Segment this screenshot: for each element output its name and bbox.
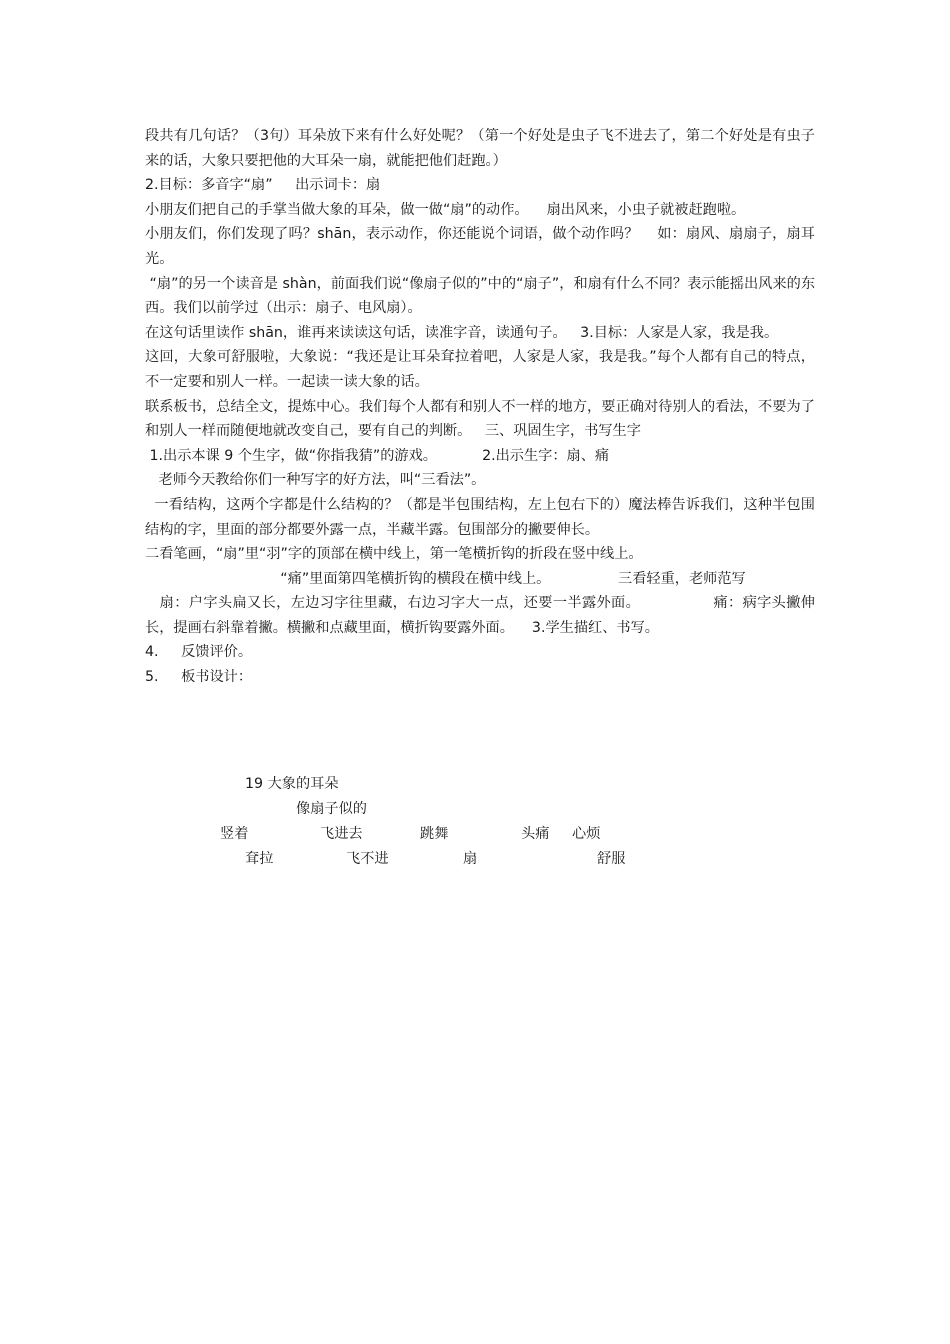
paragraph-7: 这回，大象可舒服啦，大象说：“我还是让耳朵耷拉着吧，人家是人家，我是我。”每个人都有自己的特点，不一定要和别人一样。一起读一读大象的话。 (145, 349, 815, 390)
paragraph-3: 小朋友们把自己的手掌当做大象的耳朵，做一做“扇”的动作。 扇出风来，小虫子就被赶跑啦。 (145, 201, 746, 218)
paragraph-2: 2.目标：多音字“扇” 出示词卡：扇 (145, 177, 381, 194)
board-word: 耷拉 (245, 851, 274, 867)
board-word: 跳舞 (420, 826, 449, 842)
board-subtitle: 像扇子似的 (296, 801, 367, 817)
body-text (145, 124, 815, 690)
board-word: 心烦 (572, 826, 601, 842)
board-word: 头痛 (521, 826, 550, 842)
board-title: 19 大象的耳朵 (245, 776, 339, 792)
paragraph-14: 扇：户字头扁又长，左边习字往里藏，右边习字大一点，还要一半露外面。 痛：病字头撇伸长，提画右斜靠着撇。横撇和点藏里面，横折钩要露外面。 3.学生描红、书写。 (145, 595, 815, 636)
paragraph-16: 5. 板书设计： (145, 669, 253, 686)
board-word: 竖着 (220, 826, 249, 842)
paragraph-12: 二看笔画，“扇”里“羽”字的顶部在横中线上，第一笔横折钩的折段在竖中线上。 (145, 546, 643, 563)
paragraph-15: 4. 反馈评价。 (145, 644, 253, 661)
paragraph-9: 1.出示本课 9 个生字，做“你指我猜”的游戏。 2.出示生字：扇、痛 (145, 447, 610, 464)
paragraph-4: 小朋友们，你们发现了吗？shān，表示动作，你还能说个词语，做个动作吗？ 如：扇风、扇扇子，扇耳光。 (145, 226, 815, 267)
paragraph-5: “扇”的另一个读音是 shàn，前面我们说“像扇子似的”中的“扇子”，和扇有什么不同？表示能摇出风来的东西。我们以前学过（出示：扇子、电风扇）。 (145, 275, 816, 317)
board-word: 飞进去 (320, 826, 363, 842)
board-word: 扇 (463, 851, 478, 867)
board-word: 飞不进 (346, 851, 389, 867)
paragraph-13: “痛”里面第四笔横折钩的横段在横中线上。 三看轻重，老师范写 (145, 570, 746, 587)
paragraph-1: 段共有几句话？（3句）耳朵放下来有什么好处呢？（第一个好处是虫子飞不进去了，第二个好处是有虫子来的话，大象只要把他的大耳朵一扇，就能把他们赶跑。） (145, 128, 815, 169)
paragraph-10: 老师今天教给你们一种写字的好方法，叫“三看法”。 (145, 472, 486, 489)
paragraph-8: 联系板书，总结全文，提炼中心。我们每个人都有和别人不一样的地方，要正确对待别人的看法，不要为了和别人一样而随便地就改变自己，要有自己的判断。 三、巩固生字，书写生字 (145, 398, 815, 440)
board-word: 舒服 (597, 851, 626, 867)
paragraph-11: 一看结构，这两个字都是什么结构的？（都是半包围结构，左上包右下的）魔法棒告诉我们，这种半包围结构的字，里面的部分都要外露一点，半藏半露。包围部分的撇要伸长。 (145, 496, 815, 538)
paragraph-6: 在这句话里读作 shān，谁再来读读这句话，读准字音，读通句子。 3.目标：人家是人家，我是我。 (145, 324, 779, 341)
